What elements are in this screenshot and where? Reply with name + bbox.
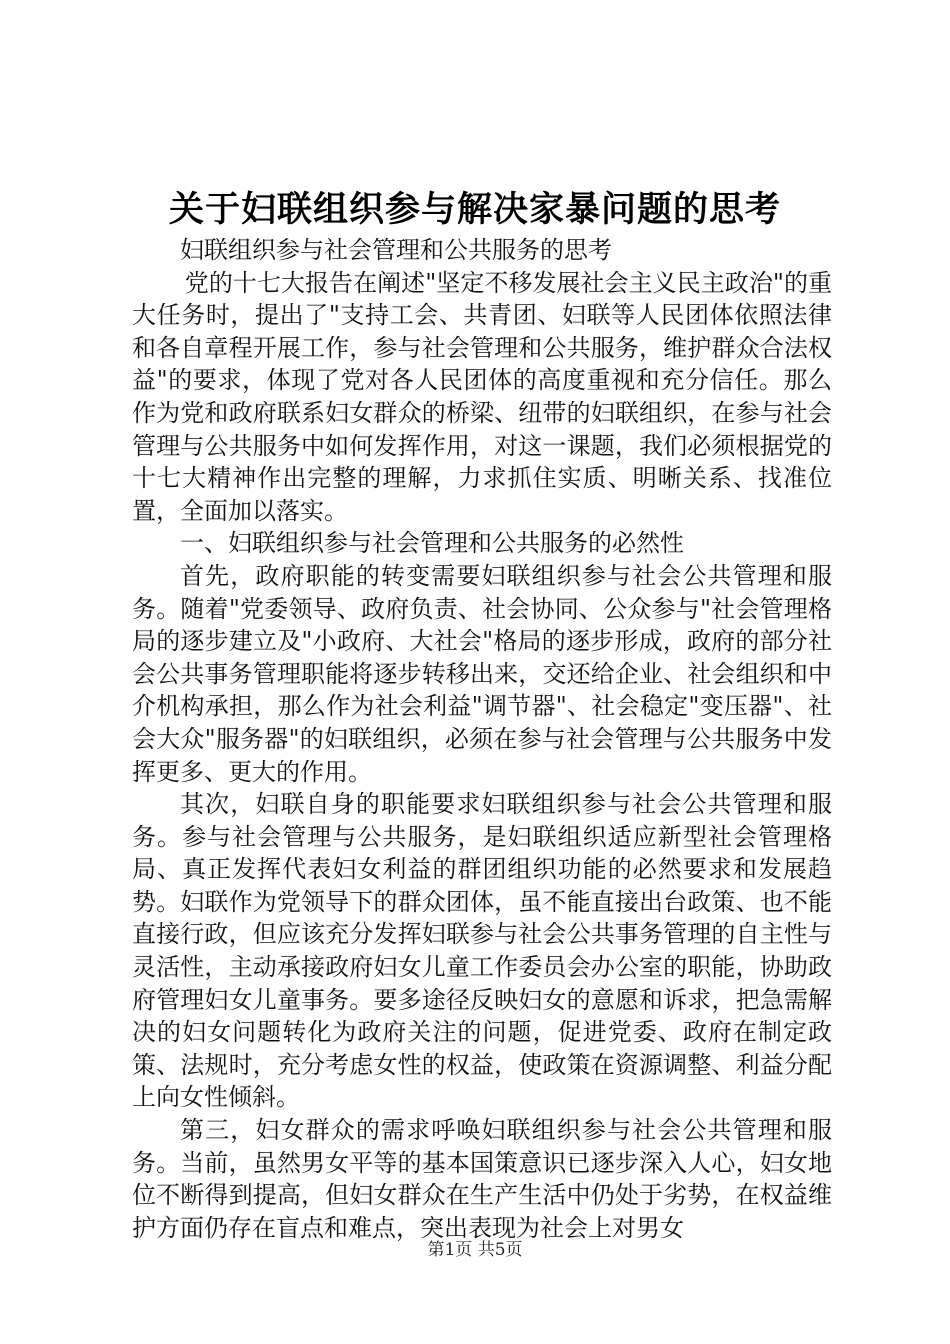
section-heading: 一、妇联组织参与社会管理和公共服务的必然性 bbox=[180, 529, 684, 558]
document-title: 关于妇联组织参与解决家暴问题的思考 bbox=[168, 189, 781, 230]
paragraph-third: 第三，妇女群众的需求呼唤妇联组织参与社会公共管理和服务。当前，虽然男女平等的基本国策意识已逐步深入人心，妇女地位不断得到提高，但妇女群众在生产生活中仍处于劣势，在权益维护方面仍存在盲点和难点，突出表现为社会上对男女 bbox=[132, 1116, 832, 1242]
page-footer: 第1页 共5页 bbox=[427, 1240, 523, 1260]
document-body bbox=[132, 234, 832, 1244]
document-subtitle: 妇联组织参与社会管理和公共服务的思考 bbox=[180, 236, 612, 264]
paragraph-intro: 党的十七大报告在阐述"坚定不移发展社会主义民主政治"的重大任务时，提出了"支持工会、共青团、妇联等人民团体依照法律和各自章程开展工作，参与社会管理和公共服务，维护群众合法权益"的要求，体现了党对各人民团体的高度重视和充分信任。那么作为党和政府联系妇女群众的桥梁、纽带的妇联组织，在参与社会管理与公共服务中如何发挥作用，对这一课题，我们必须根据党的十七大精神作出完整的理解，力求抓住实质、明晰关系、找准位置，全面加以落实。 bbox=[132, 268, 832, 525]
paragraph-second: 其次，妇联自身的职能要求妇联组织参与社会公共管理和服务。参与社会管理与公共服务，是妇联组织适应新型社会管理格局、真正发挥代表妇女利益的群团组织功能的必然要求和发展趋势。妇联作为党领导下的群众团体，虽不能直接出台政策、也不能直接行政，但应该充分发挥妇联参与社会公共事务管理的自主性与灵活性，主动承接政府妇女儿童工作委员会办公室的职能，协助政府管理妇女儿童事务。要多途径反映妇女的意愿和诉求，把急需解决的妇女问题转化为政府关注的问题，促进党委、政府在制定政策、法规时，充分考虑女性的权益，使政策在资源调整、利益分配上向女性倾斜。 bbox=[132, 790, 832, 1112]
paragraph-first: 首先，政府职能的转变需要妇联组织参与社会公共管理和服务。随着"党委领导、政府负责、社会协同、公众参与"社会管理格局的逐步建立及"小政府、大社会"格局的逐步形成，政府的部分社会公共事务管理职能将逐步转移出来，交还给企业、社会组织和中介机构承担，那么作为社会利益"调节器"、社会稳定"变压器"、社会大众"服务器"的妇联组织，必须在参与社会管理与公共服务中发挥更多、更大的作用。 bbox=[132, 561, 832, 786]
